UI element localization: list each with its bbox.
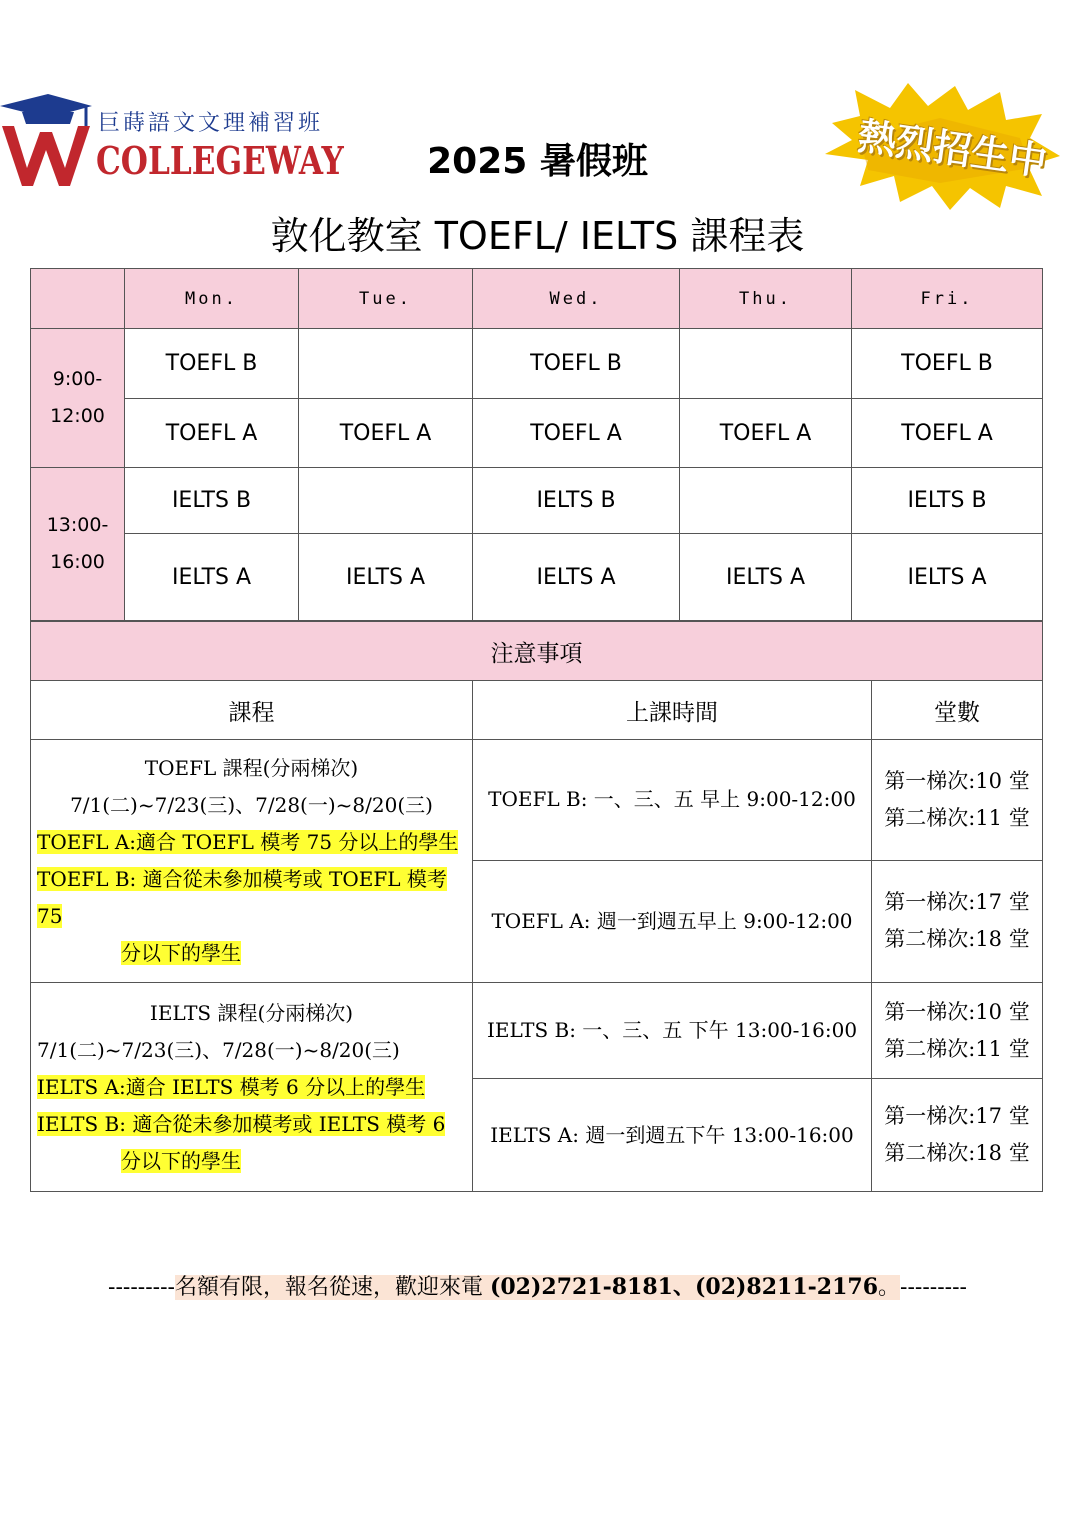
count-line: 第一梯次:17 堂 bbox=[884, 890, 1030, 915]
logo-chinese-name: 巨蒔語文文理補習班 bbox=[98, 111, 324, 136]
course-cell: TOEFL A bbox=[680, 399, 852, 468]
footer-highlight bbox=[175, 1275, 900, 1300]
course-cell: IELTS B bbox=[125, 468, 299, 534]
day-header-tue: Tue. bbox=[299, 269, 473, 329]
ielts-a-time: IELTS A: 週一到週五下午 13:00-16:00 bbox=[473, 1079, 872, 1192]
toefl-b-time: TOEFL B: 一、三、五 早上 9:00-12:00 bbox=[473, 740, 872, 861]
footer-dashes-right: --------- bbox=[900, 1275, 967, 1300]
ielts-description bbox=[31, 983, 473, 1192]
toefl-a-time: TOEFL A: 週一到週五早上 9:00-12:00 bbox=[473, 860, 872, 982]
day-header-fri: Fri. bbox=[852, 269, 1043, 329]
day-header-thu: Thu. bbox=[680, 269, 852, 329]
course-cell bbox=[299, 468, 473, 534]
notes-table bbox=[30, 621, 1043, 1192]
toefl-title: TOEFL 課程(分兩梯次) bbox=[144, 756, 359, 780]
schedule-row bbox=[31, 534, 1043, 621]
course-cell: IELTS A bbox=[299, 534, 473, 621]
schedule-row bbox=[31, 468, 1043, 534]
schedule-row bbox=[31, 329, 1043, 399]
ielts-b-desc-1: IELTS B: 適合從未參加模考或 IELTS 模考 6 bbox=[37, 1111, 446, 1136]
course-cell bbox=[680, 329, 852, 399]
header-time: 上課時間 bbox=[473, 681, 872, 740]
time-start: 13:00- bbox=[46, 514, 109, 536]
count-line: 第二梯次:18 堂 bbox=[884, 927, 1030, 952]
toefl-dates: 7/1(二)~7/23(三)、7/28(一)~8/20(三) bbox=[70, 793, 433, 817]
time-end: 16:00 bbox=[50, 551, 105, 573]
header-course: 課程 bbox=[31, 681, 473, 740]
time-slot-afternoon bbox=[31, 468, 125, 621]
course-cell: IELTS A bbox=[680, 534, 852, 621]
page-title: 2025 暑假班 bbox=[427, 141, 648, 182]
count-line: 第一梯次:17 堂 bbox=[884, 1104, 1030, 1128]
course-cell: IELTS A bbox=[852, 534, 1043, 621]
course-cell: TOEFL A bbox=[125, 399, 299, 468]
schedule-table bbox=[30, 268, 1043, 621]
count-line: 第二梯次:11 堂 bbox=[884, 1036, 1030, 1061]
footer-dashes-left: --------- bbox=[108, 1275, 175, 1300]
count-line: 第一梯次:10 堂 bbox=[884, 768, 1030, 793]
course-cell: TOEFL B bbox=[125, 329, 299, 399]
ielts-b-time: IELTS B: 一、三、五 下午 13:00-16:00 bbox=[473, 983, 872, 1079]
toefl-description bbox=[31, 740, 473, 983]
header-count: 堂數 bbox=[872, 681, 1043, 740]
page-subtitle: 敦化教室 TOEFL/ IELTS 課程表 bbox=[270, 214, 805, 258]
footer-phones: (02)2721-8181、(02)8211-2176 bbox=[489, 1274, 879, 1300]
footer-contact bbox=[0, 1270, 1075, 1301]
time-start: 9:00- bbox=[52, 368, 103, 390]
toefl-b-desc-2: 分以下的學生 bbox=[121, 941, 241, 965]
ielts-dates: 7/1(二)~7/23(三)、7/28(一)~8/20(三) bbox=[37, 1037, 400, 1062]
notes-title: 注意事項 bbox=[31, 622, 1043, 681]
course-cell: TOEFL A bbox=[299, 399, 473, 468]
course-cell: IELTS A bbox=[125, 534, 299, 621]
toefl-a-desc: TOEFL A:適合 TOEFL 模考 75 分以上的學生 bbox=[37, 830, 459, 854]
course-cell bbox=[299, 329, 473, 399]
footer-end: 。 bbox=[878, 1275, 901, 1300]
course-cell: TOEFL A bbox=[473, 399, 680, 468]
badge-text: 熱烈招生中 bbox=[855, 113, 1050, 184]
day-header-mon: Mon. bbox=[125, 269, 299, 329]
toefl-b-desc-1: TOEFL B: 適合從未參加模考或 TOEFL 模考 75 bbox=[37, 867, 447, 928]
ielts-a-count bbox=[872, 1079, 1043, 1192]
count-line: 第一梯次:10 堂 bbox=[884, 999, 1030, 1024]
course-cell: IELTS A bbox=[473, 534, 680, 621]
schedule-row bbox=[31, 399, 1043, 468]
toefl-a-count bbox=[872, 860, 1043, 982]
logo-english-name: COLLEGEWAY bbox=[96, 138, 344, 183]
ielts-b-count bbox=[872, 983, 1043, 1079]
course-cell: IELTS B bbox=[473, 468, 680, 534]
ielts-b-desc-2: 分以下的學生 bbox=[121, 1148, 241, 1173]
footer-message: 名額有限，報名從速，歡迎來電 bbox=[174, 1275, 490, 1300]
toefl-b-count bbox=[872, 740, 1043, 861]
count-line: 第二梯次:11 堂 bbox=[884, 805, 1030, 830]
ielts-a-desc: IELTS A:適合 IELTS 模考 6 分以上的學生 bbox=[37, 1074, 426, 1099]
course-cell: TOEFL A bbox=[852, 399, 1043, 468]
time-slot-morning bbox=[31, 329, 125, 468]
course-cell bbox=[680, 468, 852, 534]
corner-cell bbox=[31, 269, 125, 329]
course-cell: IELTS B bbox=[852, 468, 1043, 534]
count-line: 第二梯次:18 堂 bbox=[884, 1141, 1030, 1165]
course-cell: TOEFL B bbox=[473, 329, 680, 399]
day-header-wed: Wed. bbox=[473, 269, 680, 329]
day-header-row bbox=[31, 269, 1043, 329]
ielts-title: IELTS 課程(分兩梯次) bbox=[149, 1000, 354, 1025]
time-end: 12:00 bbox=[50, 405, 105, 427]
course-cell: TOEFL B bbox=[852, 329, 1043, 399]
